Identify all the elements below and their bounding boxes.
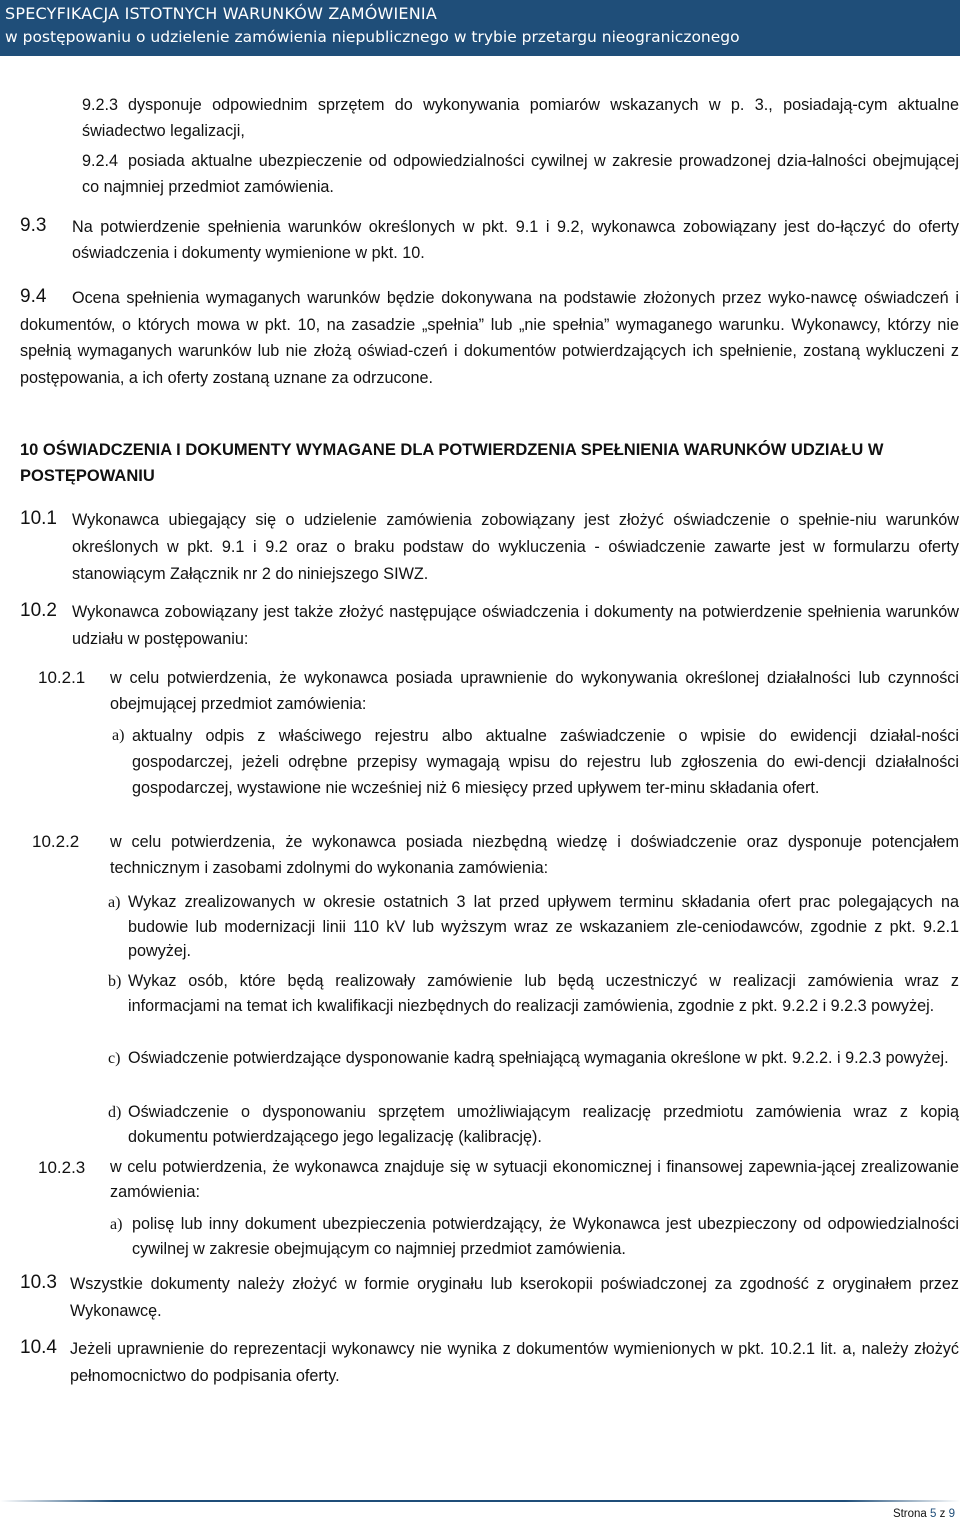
sub-text: Oświadczenie o dysponowaniu sprzętem umożliwiającym realizację przedmiotu zamówienia wraz z kopią dokumentu potwierdzającego jego legalizację (kalibrację). [128, 1103, 959, 1146]
footer-divider [0, 1500, 960, 1502]
sub-letter: c) [108, 1050, 121, 1067]
page-current: 5 [930, 1508, 937, 1520]
item-text: Wszystkie dokumenty należy złożyć w formie oryginału lub kserokopii poświadczonej za zgodność z oryginałem przez Wykonawcę. [70, 1275, 959, 1320]
item-text: w celu potwierdzenia, że wykonawca znajduje się w sytuacji ekonomicznej i finansowej zapewnia-jącej zrealizowanie zamówienia: [110, 1158, 959, 1201]
page-indicator [893, 1508, 955, 1520]
page-label: Strona [892, 1508, 927, 1520]
sub-text: Oświadczenie potwierdzające dysponowanie kadrą spełniającą wymagania określone w pkt. 9.2.2. i 9.2.3 powyżej. [128, 1049, 949, 1067]
sub-letter: a) [108, 894, 121, 911]
sub-text: Wykaz osób, które będą realizowały zamówienie lub będą uczestniczyć w realizacji zamówienia wraz z informacjami na temat ich kwalifikacji niezbędnych do realizacji zamówienia, zgodnie z pkt. 9.2.2 i 9.2.3 powyżej. [128, 972, 959, 1015]
item-text: Wykonawca ubiegający się o udzielenie zamówienia zobowiązany jest złożyć oświadczenie o spełnie-niu warunków określonych w pkt. 9.1 i 9.2 oraz o braku podstaw do wykluczenia - oświadczenie zawarte jest w formularzu oferty stanowiącym Załącznik nr 2 do niniejszego SIWZ. [72, 511, 959, 583]
item-number: 10.1 [20, 508, 57, 529]
item-number: 9.4 [20, 286, 47, 307]
item-number: 10.2 [20, 600, 57, 621]
item-number: 10.3 [20, 1272, 57, 1293]
section-heading: 10 OŚWIADCZENIA I DOKUMENTY WYMAGANE DLA POTWIERDZENIA SPEŁNIENIA WARUNKÓW UDZIAŁU W POSTĘPOWANIU [20, 441, 884, 485]
item-text: Jeżeli uprawnienie do reprezentacji wykonawcy nie wynika z dokumentów wymienionych w pkt. 10.2.1 lit. a, należy złożyć pełnomocnictwo do podpisania oferty. [70, 1340, 959, 1385]
page-separator: z [939, 1508, 946, 1520]
item-text: w celu potwierdzenia, że wykonawca posiada uprawnienie do wykonywania określonej działalności lub czynności obejmującej przedmiot zamówienia: [110, 669, 959, 713]
sub-letter: b) [108, 973, 122, 990]
sub-text: polisę lub inny dokument ubezpieczenia potwierdzający, że Wykonawca jest ubezpieczony od odpowiedzialności cywilnej w zakresie obejmującym co najmniej przedmiot zamówienia. [132, 1215, 959, 1258]
sub-letter: a) [112, 727, 125, 744]
item-text: dysponuje odpowiednim sprzętem do wykonywania pomiarów wskazanych w p. 3., posiadają-cym aktualne świadectwo legalizacji, [82, 96, 959, 140]
sub-text [128, 890, 959, 964]
item-text: posiada aktualne ubezpieczenie od odpowiedzialności cywilnej w zakresie prowadzonej dzia-łalności obejmującej co najmniej przedmiot zamówienia. [82, 152, 959, 196]
item-text: w celu potwierdzenia, że wykonawca posiada niezbędną wiedzę i doświadczenie oraz dysponuje potencjałem technicznym i zasobami zdolnymi do wykonania zamówienia: [110, 833, 959, 877]
page-total: 9 [948, 1508, 955, 1520]
header-title: SPECYFIKACJA ISTOTNYCH WARUNKÓW ZAMÓWIENIA [5, 4, 437, 23]
sub-text: aktualny odpis z właściwego rejestru albo aktualne zaświadczenie o wpisie do ewidencji działal-ności gospodarczej, jeżeli odrębne przepisy wymagają wpisu do rejestru lub zgłoszenia do ewi-dencji działalności gospodarczej, wystawione nie wcześniej niż 6 miesięcy przed upływem ter-minu składania ofert. [132, 727, 959, 797]
item-number: 10.4 [20, 1337, 57, 1358]
item-number: 9.2.4 [82, 152, 119, 170]
item-number: 9.3 [20, 215, 47, 236]
document-header [0, 0, 960, 56]
item-number: 10.2.2 [32, 832, 80, 851]
item-number: 10.2.1 [38, 668, 86, 687]
item-number: 9.2.3 [82, 96, 119, 114]
sub-letter: d) [108, 1104, 122, 1121]
item-text: Wykonawca zobowiązany jest także złożyć następujące oświadczenia i dokumenty na potwierdzenie spełnienia warunków udziału w postępowaniu: [72, 603, 959, 648]
item-text: Na potwierdzenie spełnienia warunków określonych w pkt. 9.1 i 9.2, wykonawca zobowiązany jest do-łączyć do oferty oświadczenia i dokumenty wymienione w pkt. 10. [72, 218, 959, 262]
sub-letter: a) [110, 1216, 123, 1233]
sub-text-body: Wykaz zrealizowanych w okresie ostatnich 3 lat przed upływem terminu składania ofert prac polegających na budowie lub modernizacji linii 110 kV lub wyższym wraz ze wskazaniem zle-ceniodawców, zgodnie z pkt. 9.2.1 powyżej. [128, 893, 959, 960]
header-subtitle: w postępowaniu o udzielenie zamówienia niepublicznego w trybie przetargu nieograniczonego [5, 28, 740, 46]
item-text: Ocena spełnienia wymaganych warunków będzie dokonywana na podstawie złożonych przez wyko-nawcę oświadczeń i dokumentów, o których mowa w pkt. 10, na zasadzie „spełnia” lub „nie spełnia” wymaganego warunku. Wykonawcy, którzy nie spełnią wymaganych warunków lub nie złożą oświad-czeń i dokumentów potwierdzających ich spełnienie, zostaną wykluczeni z postępowania, a ich oferty zostaną uznane za odrzucone. [20, 289, 959, 387]
item-number: 10.2.3 [38, 1158, 86, 1177]
